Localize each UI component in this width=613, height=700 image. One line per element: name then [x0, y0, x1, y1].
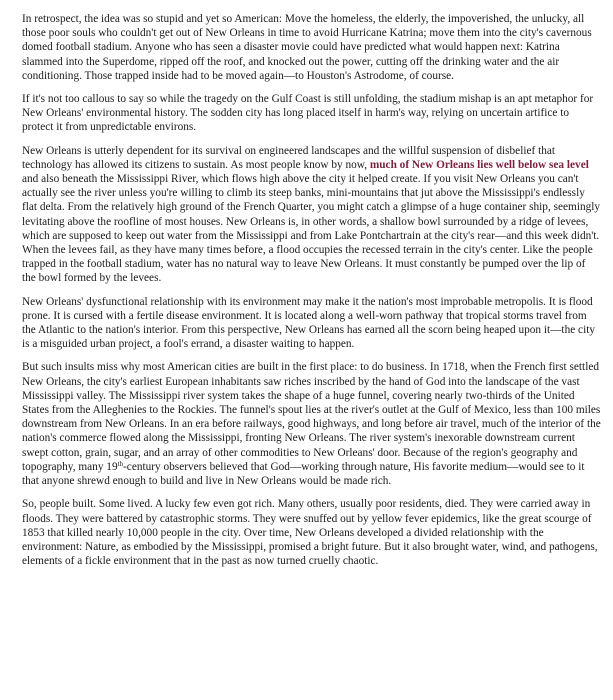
paragraph-3: [22, 144, 601, 286]
paragraph-5-text-after: -century observers believed that God—working through nature, His favorite medium—would see to it that anyone shrewd enough to build and live in New Orleans would be made rich.: [22, 460, 585, 488]
ordinal-superscript: th: [117, 459, 124, 468]
paragraph-5-text-before: But such insults miss why most American cities are built in the first place: to do business. In 1718, when the French first settled New Orleans, the city's earliest European inhabitants saw riches inscribed by the hand of God into the landscape of the vast Mississippi valley. The Mississippi river system takes the shape of a huge funnel, covering nearly two-thirds of the United States from the Alleghenies to the Rockies. The funnel's spout lies at the river's outlet at the Gulf of Mexico, less than 100 miles downstream from New Orleans. In an era before railways, good highways, and long before air travel, much of the interior of the nation's commerce flowed along the Mississippi, fronting New Orleans. The river system's inexorable downstream current swept cotton, grain, sugar, and an array of other commodities to New Orleans' door. Because of the region's geography and topography, many 19: [22, 361, 601, 473]
paragraph-1: In retrospect, the idea was so stupid and yet so American: Move the homeless, the elderly, the impoverished, the unlucky, all those poor souls who couldn't get out of New Orleans in time to avoid Hurricane Katrina; move them into the city's cavernous domed football stadium. Anyone who has seen a disaster movie could have predicted what would happen next: Katrina slammed into the Superdome, ripped off the roof, and knocked out the power, cutting off the drinking water and the air conditioning. Those trapped inside had to be moved again—to Houston's Astrodome, of course.: [22, 13, 592, 82]
below-sea-level-link[interactable]: much of New Orleans lies well below sea level: [369, 158, 589, 171]
paragraph-4: New Orleans' dysfunctional relationship with its environment may make it the nation's most improbable metropolis. It is flood prone. It is cursed with a fertile disease environment. It is located along a well-worn pathway that tropical storms travel from the Atlantic to the nation's interior. From this perspective, New Orleans has earned all the scorn being heaped upon it—the city is a misguided urban project, a fool's errand, a disaster waiting to happen.: [22, 295, 596, 351]
paragraph-3-text-after: and also beneath the Mississippi River, which flows high above the city it helped create. If you visit New Orleans you can't actually see the river unless you're willing to climb its steep banks, mini-mountains that jut above the Mississippi's endlessly flat delta. From the relatively high ground of the French Quarter, you might catch a glimpse of a huge container ship, seemingly levitating above the roofline of most houses. New Orleans is, in other words, a shallow bowl surrounded by a ridge of levees, which are supposed to keep out water from the Mississippi and from Lake Pontchartrain at the city's rear—and this week didn't. When the levees fail, as they have many times before, a flood occupies the recessed terrain in the city's center. Like the people trapped in the football stadium, water has no natural way to leave New Orleans. It must constantly be pumped over the lip of the bowl formed by the levees.: [22, 173, 601, 285]
paragraph-5: [22, 360, 601, 488]
paragraph-3-text-before: New Orleans is utterly dependent for its survival on engineered landscapes and the willful suspension of disbelief that technology has allowed its citizens to sustain. As most people know by now,: [22, 144, 556, 171]
paragraph-6: So, people built. Some lived. A lucky few even got rich. Many others, usually poor residents, died. They were carried away in floods. They were battered by catastrophic storms. They were snuffed out by yellow fever epidemics, like the great scourge of 1853 that killed nearly 10,000 people in the city. Over time, New Orleans developed a divided relationship with the environment: Nature, as embodied by the Mississippi, promised a bright future. But it also brought water, wind, and pathogens, elements of a fickle environment that in the past as now turned cruelly chaotic.: [22, 498, 598, 568]
paragraph-2: If it's not too callous to say so while the tragedy on the Gulf Coast is still unfolding, the stadium mishap is an apt metaphor for New Orleans' environmental history. The sodden city has long placed itself in harm's way, relying on uncertain artifice to protect it from unpredictable environs.: [22, 93, 594, 134]
